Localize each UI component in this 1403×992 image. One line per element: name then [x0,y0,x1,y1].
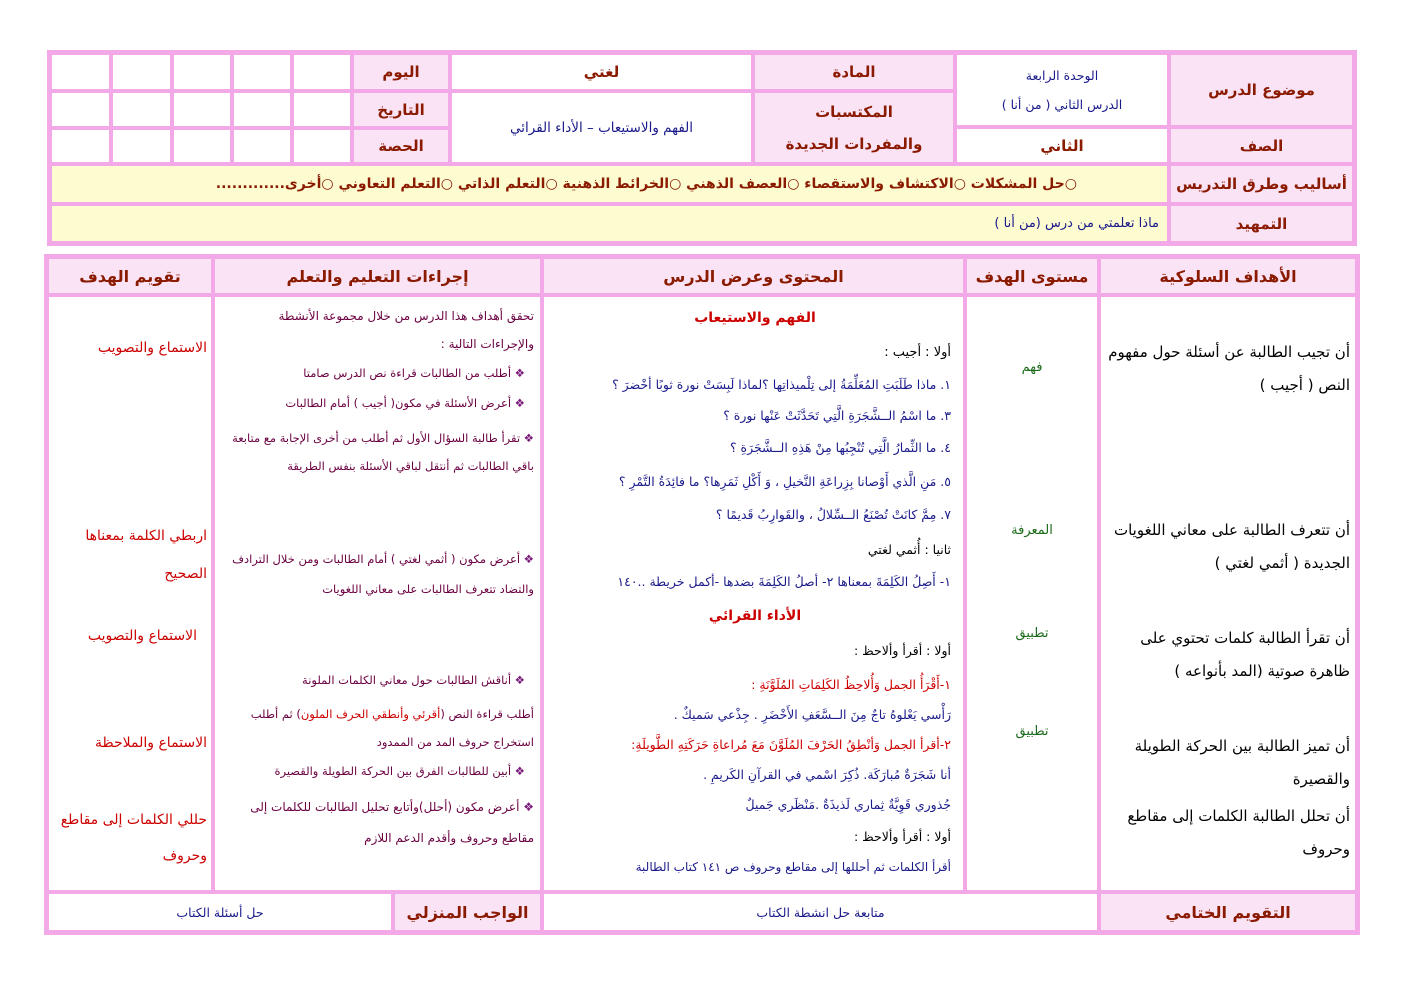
evaluation-4: الاستماع والملاحظة [95,735,207,751]
procedure-4: ❖ أعرض مكون ( أثمي لغتي ) أمام الطالبات ومن خلال الترادف والتضاد تتعرف الطالبات على معاني اللغويات [232,552,534,596]
content-line-13: أنا شَجَرَةٌ مُبارَكَة. ذُكِرَ اسْمي في القرآنِ الكَريمِ . [703,767,951,782]
methods-value: ○حل المشكلات ○الاكتشاف والاستقصاء ○العصف الذهني ○الخرائط الذهنية ○التعلم الذاتي ○التعلم التعاوني ○أخرى............. [215,176,1077,192]
period-blank-4[interactable] [111,128,172,164]
methods-label-cell [1169,164,1354,204]
homework-label-cell: الواجب المنزلي [393,892,542,932]
procedure-7: ❖ أبين للطالبات الفرق بين الحركة الطويلة والقصيرة [274,764,525,778]
content-line-16: أقرأ الكلمات ثم أحللها إلى مقاطع وحروف ص ١٤١ كتاب الطالبة [635,860,951,874]
subject-value: لغتي [583,63,620,81]
content-heading-2: الأداء القرائي [708,608,802,624]
content-line-3: ٣. ما اسْمُ الــشَّجَرَةِ الَّتِي تَحَدَّثَتْ عَنْها نورة ؟ [723,408,951,423]
level-2: المعرفة [1011,523,1053,538]
date-blank-2[interactable] [232,91,292,128]
final-eval-label-cell: التقويم الختامي [1099,892,1357,932]
content-line-15: أولا : أقرأ وألاحظ : [853,829,951,844]
col-level-header: مستوى الهدف [965,257,1099,295]
content-line-11: رَأْسي يَعْلوهُ تاجٌ مِنَ الــسَّعَفِ الأَخْضَرِ . جِذْعي سَميكٌ . [673,707,951,722]
period-blank-1[interactable] [292,128,352,164]
topic-line1: الوحدة الرابعة [1025,68,1099,83]
date-label-cell [352,91,450,128]
content-line-8: ١- أَصِلُ الكَلِمَةَ بمعناها ٢- أصلُ الكَلِمَةَ بضدها -أكمل خريطة ..١٤٠ [617,574,951,589]
col-content-header: المحتوى وعرض الدرس [542,257,965,295]
topic-label: موضوع الدرس [1208,81,1315,99]
day-blank-1[interactable] [292,53,352,91]
class-label: الصف [1239,136,1284,155]
col-evaluation-header: تقويم الهدف [47,257,213,295]
final-eval-value-cell: متابعة حل انشطة الكتاب [542,892,1099,932]
content-line-2: ١. ماذا طَلَبَتِ المُعَلِّمَةُ إلى تِلْميذاتِها ؟لماذا لَبِسَتْ نورة ثوبًا أخْضرَ ؟ [612,377,951,392]
objective-2: أن تتعرف الطالبة على معاني اللغويات الجديدة ( أثمي لغتي ) [1113,521,1350,572]
period-blank-3[interactable] [172,128,232,164]
evaluation-1: الاستماع والتصويب [97,340,207,356]
topic-label-cell [1169,53,1354,127]
level-1: فهم [1021,360,1043,375]
bullet-icon: ❖ [520,431,534,445]
class-value: الثاني [1040,136,1084,155]
subject-value-cell [450,53,753,91]
bullet-icon: ❖ [511,673,525,687]
intro-value: ماذا تعلمتي من درس (من أنا ) [994,216,1159,231]
methods-label: أساليب وطرق التدريس [1176,175,1347,193]
col-procedures-header: إجراءات التعليم والتعلم [213,257,542,295]
intro-label-cell [1169,204,1354,243]
period-blank-2[interactable] [232,128,292,164]
day-blank-5[interactable] [50,53,111,91]
homework-value-cell: حل أسئلة الكتاب [47,892,393,932]
vocab-label: المكتسبات والمفردات الجديدة [785,102,923,153]
content-line-6: ٧. مِمَّ كانَتْ تُصْنَعُ الــسِّلالُ ، والقَوارِبُ قَديمًا ؟ [715,507,951,522]
procedure-6: أطلب قراءة النص (أقرئي وأنطقي الحرف الملون) ثم أطلب استخراج حروف المد من الممدود [250,707,534,749]
col-objectives-header: الأهداف السلوكية [1099,257,1357,295]
subject-label-cell [753,53,955,91]
objective-3: أن تقرأ الطالبة كلمات تحتوي على ظاهرة صوتية (المد بأنواعه ) [1140,629,1350,680]
class-value-cell [955,127,1169,164]
evaluation-3: الاستماع والتصويب [87,628,197,644]
bullet-icon: ❖ [511,396,525,410]
period-label: الحصة [378,137,424,155]
topic-line2: الدرس الثاني ( من أنا ) [1001,97,1123,112]
content-line-14: جُذوري قَوِيَّةٌ ثِماري لَذيذَةٌ .مَنْظَري جَميلٌ [745,797,951,812]
vocab-value: الفهم والاستيعاب – الأداء القرائي [509,119,694,136]
day-label: اليوم [382,63,420,81]
procedure-1: ❖ أطلب من الطالبات قراءة نص الدرس صامتا [303,366,525,380]
bullet-icon: ❖ [511,366,525,380]
procedure-3: ❖ تقرأ طالبة السؤال الأول ثم أطلب من أخرى الإجابة مع متابعة باقي الطالبات ثم أنتقل لباقي الأسئلة بنفس الطريقة [232,431,534,473]
content-line-5: ٥. مَنِ الَّذي أَوْصانا بِزِراعَةِ النَّخيلِ ، وَ أَكْلِ ثَمَرِها؟ ما فائِدَةُ التَّمْرِ ؟ [618,474,951,489]
subject-label: المادة [832,63,876,81]
content-line-7: ثانيا : أُثمي لغتي [867,542,951,557]
topic-value-cell [955,53,1169,127]
class-label-cell [1169,127,1354,164]
bullet-icon: ❖ [511,764,525,778]
date-blank-4[interactable] [111,91,172,128]
methods-value-cell [50,164,1169,204]
bullet-icon: ❖ [519,800,534,814]
objective-5: أن تحلل الطالبة الكلمات إلى مقاطع وحروف [1127,807,1350,858]
procedure-2: ❖ أعرض الأسئلة في مكون( أجيب ) أمام الطالبات [285,396,525,410]
vocab-label-cell [753,91,955,164]
content-line-4: ٤. ما الثِّمارُ الَّتِي تُنْجِبُها مِنْ هَذِهِ الــشَّجَرَةِ ؟ [729,440,951,455]
procedure-8: ❖ أعرض مكون (أحلل)وأتابع تحليل الطالبات للكلمات إلى مقاطع وحروف وأقدم الدعم اللازم [250,800,534,845]
day-blank-3[interactable] [172,53,232,91]
intro-label: التمهيد [1235,214,1288,233]
procedures-intro: تحقق أهداف هذا الدرس من خلال مجموعة الأنشطة والإجراءات التالية : [278,309,534,351]
intro-value-cell [50,204,1169,243]
date-blank-1[interactable] [292,91,352,128]
content-line-10: ١-أَقْرَأُ الجمل وَأُلاحِظُ الكَلِمَاتِ المُلَوَّنَةِ : [751,677,951,692]
content-line-9: أولا : أقرأ وألاحظ : [853,643,951,658]
level-4: تطبيق [1015,724,1049,739]
content-line-12: ٢-أقرأ الجمل وَأنْطِقُ الحَرْفَ المُلَوَّنَ مَعَ مُراعاةِ حَرَكَتِهِ الطَّويلَةِ: [631,737,951,752]
content-heading-1: الفهم والاستيعاب [694,310,816,326]
evaluation-5: حللي الكلمات إلى مقاطع وحروف [60,812,207,864]
day-label-cell [352,53,450,91]
level-column [965,295,1099,892]
level-3: تطبيق [1015,626,1049,641]
content-line-1: أولا : أجيب : [884,345,951,360]
evaluation-2: اربطي الكلمة بمعناها الصحيح [85,528,207,582]
day-blank-2[interactable] [232,53,292,91]
objective-1: أن تجيب الطالبة عن أسئلة حول مفهوم النص ( أجيب ) [1108,343,1350,394]
bullet-icon: ❖ [520,552,534,566]
date-label: التاريخ [377,100,425,119]
date-blank-5[interactable] [50,91,111,128]
vocab-value-cell [450,91,753,164]
period-blank-5[interactable] [50,128,111,164]
day-blank-4[interactable] [111,53,172,91]
procedure-5: ❖ أناقش الطالبات حول معاني الكلمات الملونة [302,673,525,687]
objective-4: أن تميز الطالبة بين الحركة الطويلة والقصيرة [1134,737,1350,788]
date-blank-3[interactable] [172,91,232,128]
period-label-cell [352,128,450,164]
